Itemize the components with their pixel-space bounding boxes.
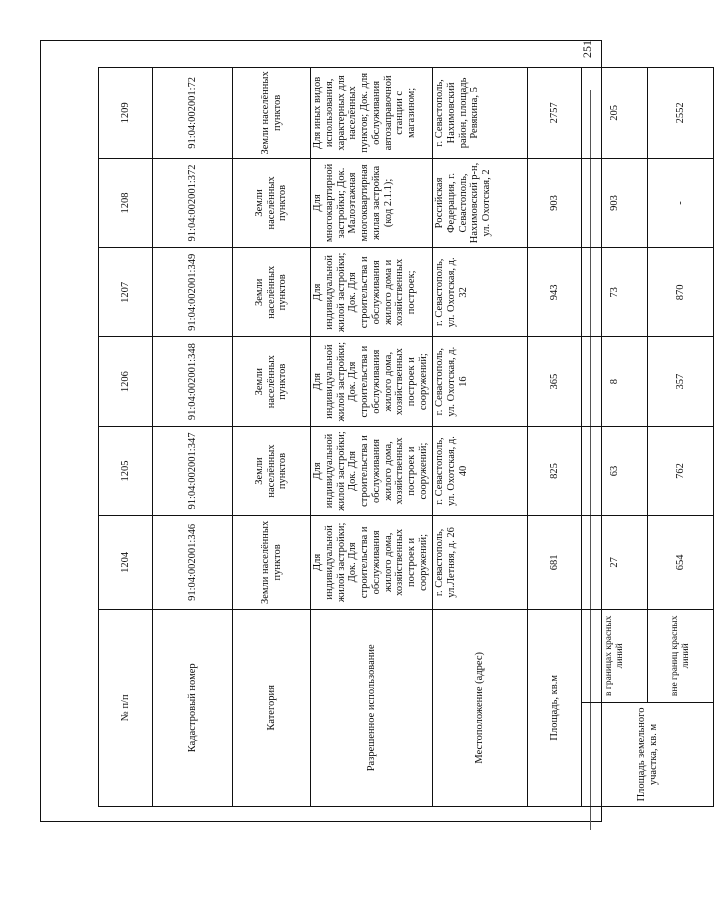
header-inside-red-lines: в границах красных линий xyxy=(582,609,648,702)
cell-num-0: 1204 xyxy=(99,516,153,609)
cell-outside-4: - xyxy=(648,158,714,247)
cell-category-0: Земли населённых пунктов xyxy=(233,516,311,609)
cell-outside-1: 762 xyxy=(648,426,714,515)
row-inside-red-lines xyxy=(582,68,648,807)
cell-use-4: Для многоквартирной застройки; Док. Малоэтажная многоквартирная жилая застройка (код 2.1.1); xyxy=(311,158,433,247)
header-outside-red-lines: вне границ красных линий xyxy=(648,609,714,702)
cell-category-2: Земли населённых пунктов xyxy=(233,337,311,426)
cell-location-4: Российская Федерация, г. Севастополь, Нахимовский р-н, ул. Охотская, 2 xyxy=(433,158,528,247)
cell-area-4: 903 xyxy=(528,158,582,247)
cell-category-4: Земли населённых пунктов xyxy=(233,158,311,247)
cell-num-4: 1208 xyxy=(99,158,153,247)
cell-outside-2: 357 xyxy=(648,337,714,426)
cell-area-3: 943 xyxy=(528,248,582,337)
row-outside-red-lines xyxy=(648,68,714,807)
cell-inside-5: 205 xyxy=(582,68,648,159)
cell-use-3: Для индивидуальной жилой застройки; Док. Для строительства и обслуживания жилого дома и хозяйственных построек; xyxy=(311,248,433,337)
cell-category-1: Земли населённых пунктов xyxy=(233,426,311,515)
row-permitted-use xyxy=(311,68,433,807)
cell-outside-0: 654 xyxy=(648,516,714,609)
cell-inside-0: 27 xyxy=(582,516,648,609)
cell-inside-1: 63 xyxy=(582,426,648,515)
cell-inside-2: 8 xyxy=(582,337,648,426)
cell-location-5: г. Севастополь, Нахимовский район, площадь Ревякина, 5 xyxy=(433,68,528,159)
cell-cadastral-3: 91:04:002001:349 xyxy=(153,248,233,337)
cell-location-1: г. Севастополь, ул. Охотская, д. 40 xyxy=(433,426,528,515)
row-area xyxy=(528,68,582,807)
header-permitted-use: Разрешенное использование xyxy=(311,609,433,806)
land-plots-table xyxy=(98,67,714,807)
header-location: Местоположение (адрес) xyxy=(433,609,528,806)
cell-location-3: г. Севастополь, ул. Охотская, д. 32 xyxy=(433,248,528,337)
cell-num-3: 1207 xyxy=(99,248,153,337)
cell-area-2: 365 xyxy=(528,337,582,426)
cell-location-0: г. Севастополь, ул.Летняя, д. 26 xyxy=(433,516,528,609)
header-num: № п/п xyxy=(99,609,153,806)
page-number: 251 xyxy=(580,40,594,58)
cell-area-0: 681 xyxy=(528,516,582,609)
cell-num-2: 1206 xyxy=(99,337,153,426)
cell-outside-3: 870 xyxy=(648,248,714,337)
cell-location-2: г. Севастополь, ул. Охотская, д. 16 xyxy=(433,337,528,426)
rotated-table-container xyxy=(98,67,691,807)
header-land-area: Площадь земельного участка, кв. м xyxy=(582,702,714,806)
cell-use-5: Для иных видов использования, характерных для населённых пунктов; Док. для обслуживания автозаправочной станции с магазином; xyxy=(311,68,433,159)
cell-outside-5: 2552 xyxy=(648,68,714,159)
cell-category-3: Земли населённых пунктов xyxy=(233,248,311,337)
cell-cadastral-2: 91:04:002001:348 xyxy=(153,337,233,426)
cell-cadastral-1: 91:04:002001:347 xyxy=(153,426,233,515)
header-row-num xyxy=(99,68,153,807)
row-location xyxy=(433,68,528,807)
row-cadastral xyxy=(153,68,233,807)
header-area: Площадь, кв.м xyxy=(528,609,582,806)
cell-cadastral-0: 91:04:002001:346 xyxy=(153,516,233,609)
cell-cadastral-4: 91:04:002001:372 xyxy=(153,158,233,247)
cell-category-5: Земли населённых пунктов xyxy=(233,68,311,159)
row-category xyxy=(233,68,311,807)
cell-use-0: Для индивидуальной жилой застройки; Док. Для строительства и обслуживания жилого дома, хозяйственных построек и сооружений; xyxy=(311,516,433,609)
cell-inside-3: 73 xyxy=(582,248,648,337)
cell-area-5: 2757 xyxy=(528,68,582,159)
header-cadastral: Кадастровый номер xyxy=(153,609,233,806)
cell-area-1: 825 xyxy=(528,426,582,515)
cell-cadastral-5: 91:04:002001:72 xyxy=(153,68,233,159)
cell-use-2: Для индивидуальной жилой застройки; Док. Для строительства и обслуживания жилого дома, хозяйственных построек и сооружений; xyxy=(311,337,433,426)
cell-num-5: 1209 xyxy=(99,68,153,159)
header-category: Категория xyxy=(233,609,311,806)
cell-num-1: 1205 xyxy=(99,426,153,515)
cell-use-1: Для индивидуальной жилой застройки; Док. Для строительства и обслуживания жилого дома, хозяйственных построек и сооружений; xyxy=(311,426,433,515)
cell-inside-4: 903 xyxy=(582,158,648,247)
